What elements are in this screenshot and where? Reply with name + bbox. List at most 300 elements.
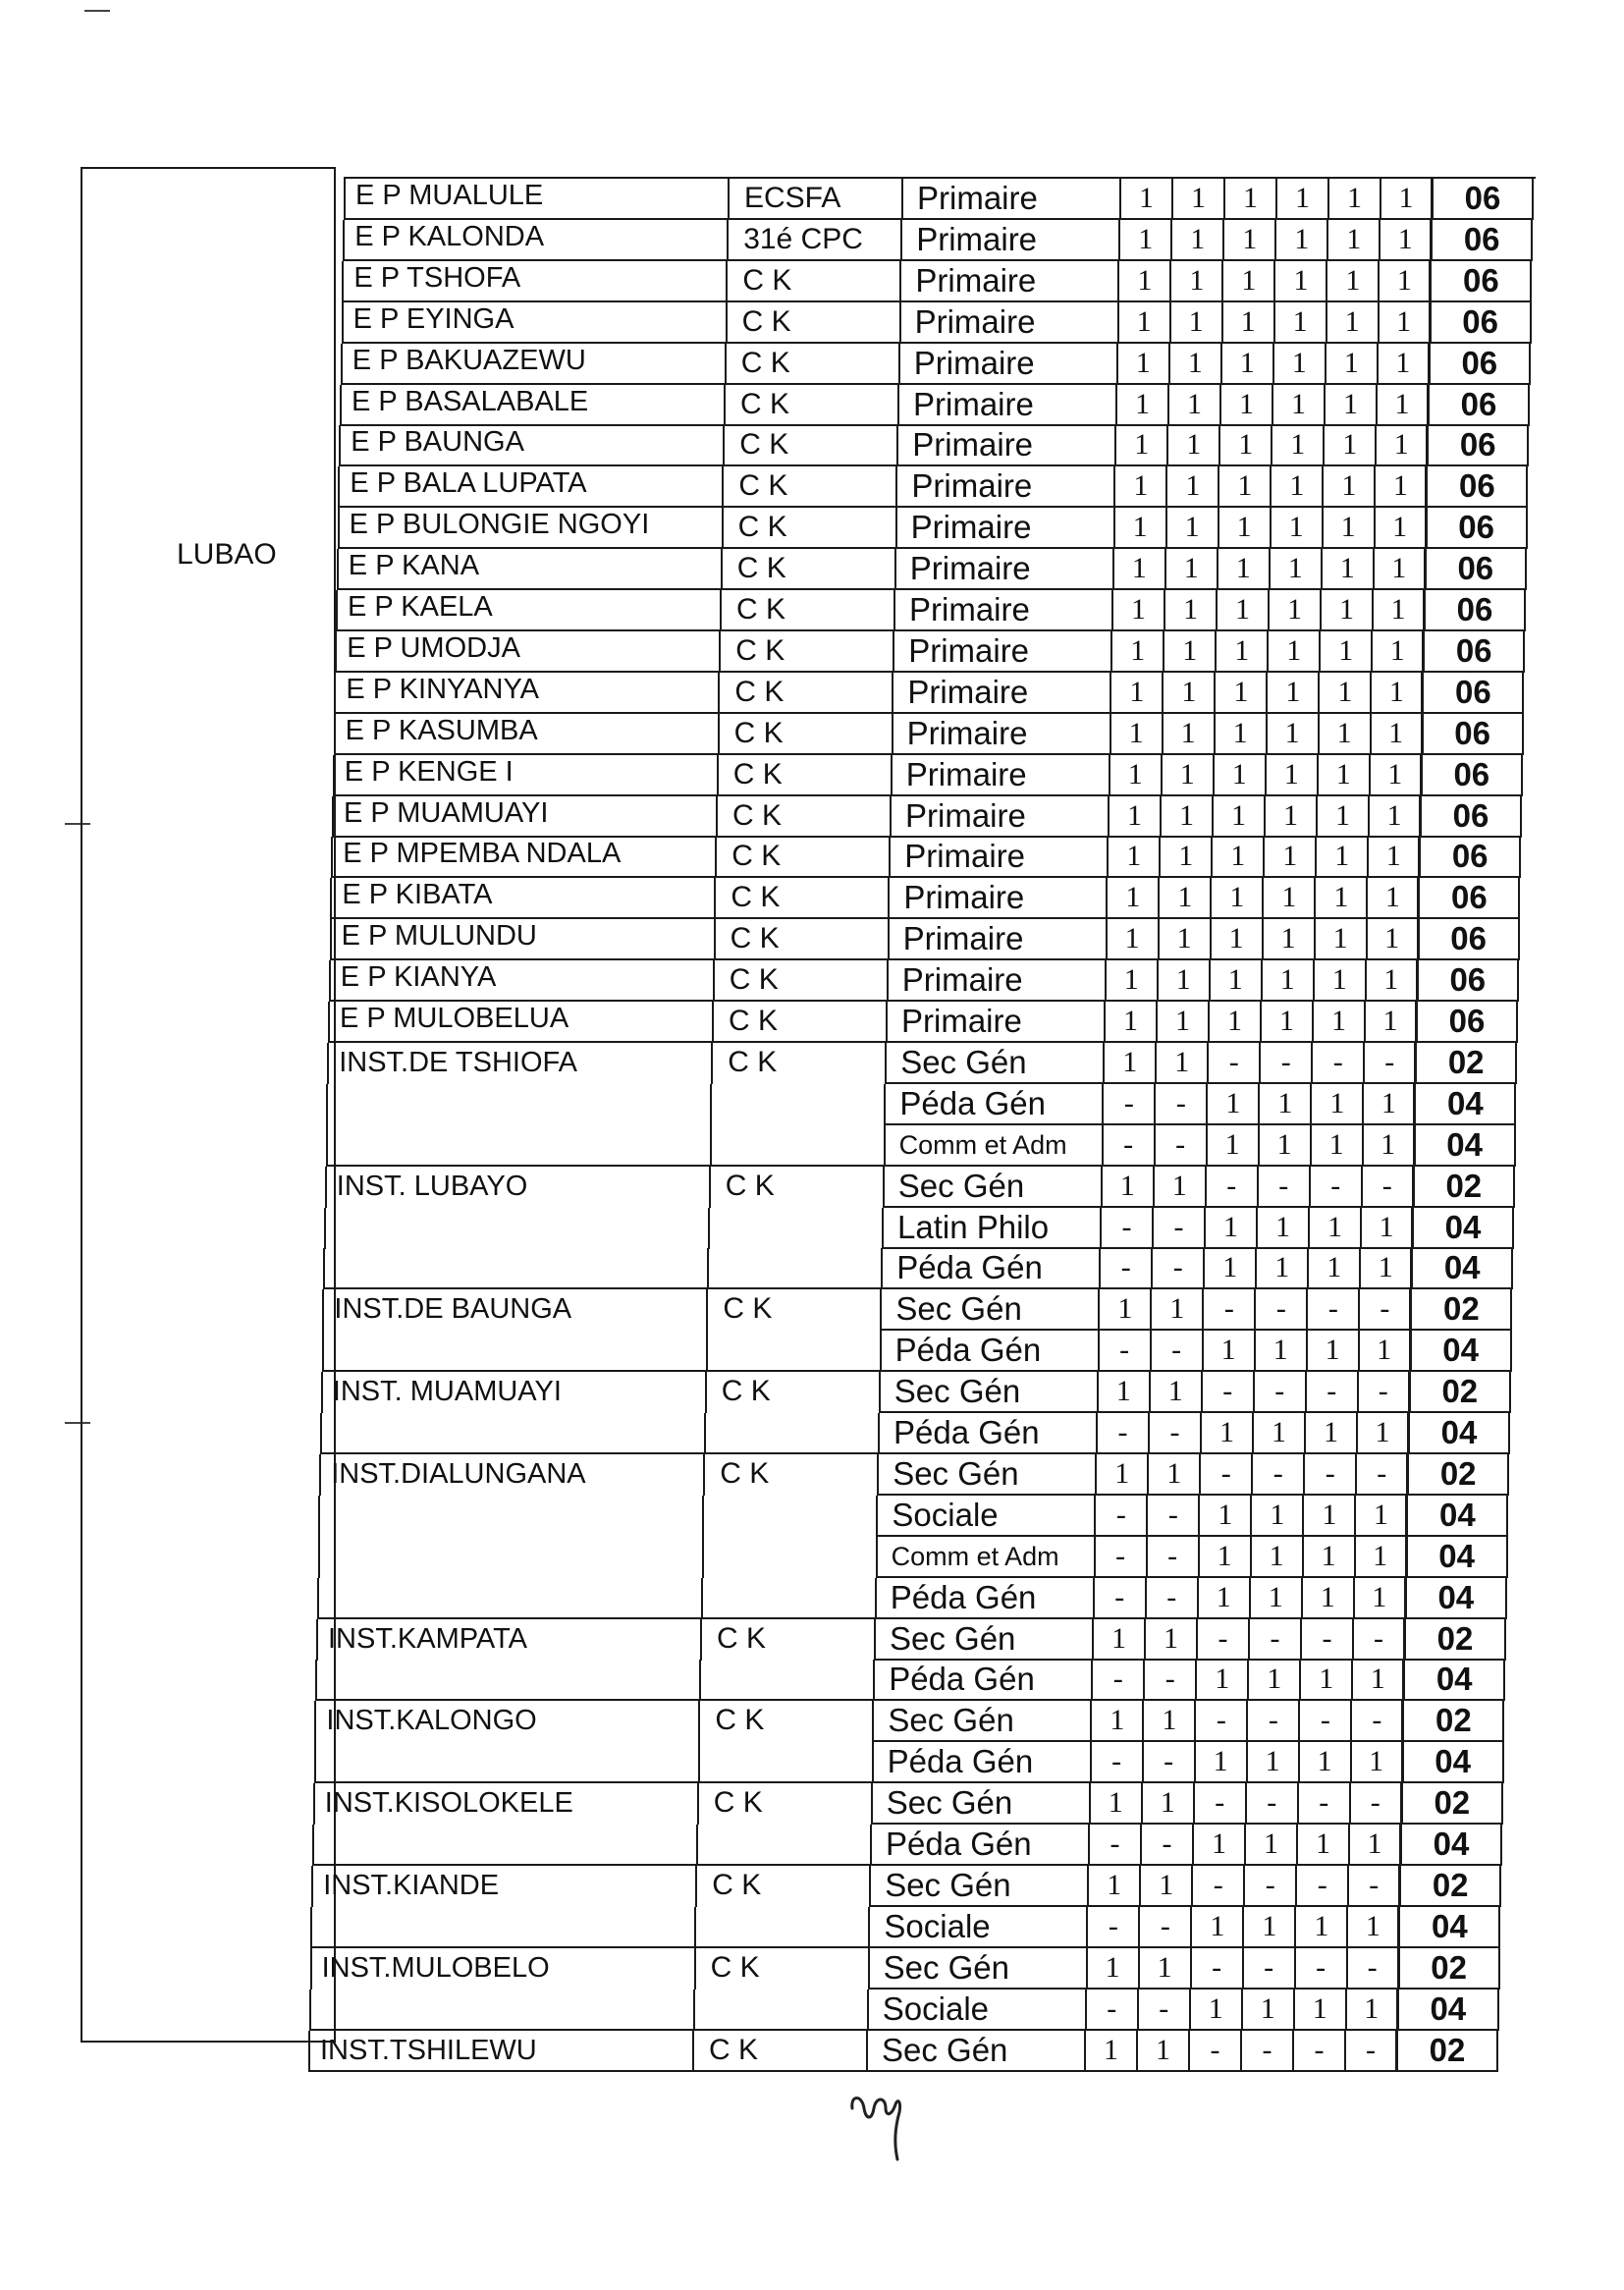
class-count-cell: 1 xyxy=(1196,1742,1248,1783)
class-count-cell: 1 xyxy=(1172,220,1224,261)
class-count-cell: 1 xyxy=(1379,344,1431,385)
class-count-cell: - xyxy=(1090,1825,1142,1866)
total-classes-cell: 06 xyxy=(1428,466,1528,508)
class-count-cell: 1 xyxy=(1158,1002,1210,1043)
class-count-cell: 1 xyxy=(1108,878,1160,919)
sponsor-cell: C K xyxy=(697,1866,871,1907)
class-count-cell: - xyxy=(1357,1454,1409,1496)
table-row xyxy=(318,1496,1510,1537)
table-row xyxy=(318,1537,1510,1578)
class-count-cell: 1 xyxy=(1173,179,1225,220)
sponsor-cell: 31é CPC xyxy=(729,220,902,261)
class-count-cell: 1 xyxy=(1303,1578,1355,1619)
total-classes-cell: 04 xyxy=(1408,1496,1508,1537)
class-count-cell: - xyxy=(1195,1783,1247,1825)
table-row xyxy=(332,796,1524,838)
class-count-cell: 1 xyxy=(1106,1002,1158,1043)
total-classes-cell: 06 xyxy=(1432,261,1532,302)
section-cell: Primaire xyxy=(895,590,1113,631)
table-row xyxy=(327,1043,1519,1084)
sponsor-cell xyxy=(708,1331,882,1372)
class-count-cell: 1 xyxy=(1318,796,1370,838)
class-count-cell: 1 xyxy=(1304,1537,1356,1578)
school-name-cell: E P KIANYA xyxy=(329,960,715,1002)
class-count-cell: 1 xyxy=(1309,1248,1361,1289)
section-cell: Primaire xyxy=(903,179,1121,220)
class-count-cell: 1 xyxy=(1356,1496,1408,1537)
class-count-cell: 1 xyxy=(1143,1783,1195,1825)
class-count-cell: 1 xyxy=(1298,1825,1350,1866)
school-name-cell: E P BAUNGA xyxy=(339,425,725,466)
class-count-cell: 1 xyxy=(1366,1002,1418,1043)
scan-mark xyxy=(84,10,110,12)
class-count-cell: - xyxy=(1247,1783,1299,1825)
class-count-cell: 1 xyxy=(1218,590,1270,631)
section-cell: Latin Philo xyxy=(884,1208,1102,1249)
section-cell: Primaire xyxy=(889,960,1107,1002)
total-classes-cell: 04 xyxy=(1416,1125,1516,1167)
total-classes-cell: 06 xyxy=(1424,714,1524,755)
table-row xyxy=(326,1125,1518,1167)
total-classes-cell: 02 xyxy=(1411,1372,1511,1413)
table-row xyxy=(308,2031,1500,2072)
table-row xyxy=(319,1454,1511,1496)
sponsor-cell: C K xyxy=(694,2031,868,2072)
school-name-cell: E P TSHOFA xyxy=(342,261,728,302)
sponsor-cell xyxy=(696,1907,870,1948)
class-count-cell: - xyxy=(1209,1043,1261,1084)
class-count-cell: 1 xyxy=(1320,714,1372,755)
total-classes-cell: 06 xyxy=(1419,960,1519,1002)
section-cell: Primaire xyxy=(893,673,1111,714)
section-cell: Primaire xyxy=(901,261,1119,302)
class-count-cell: 1 xyxy=(1275,302,1327,344)
class-count-cell: 1 xyxy=(1117,385,1169,426)
class-count-cell: - xyxy=(1307,1372,1359,1413)
class-count-cell: 1 xyxy=(1164,631,1217,673)
class-count-cell: 1 xyxy=(1225,179,1277,220)
class-count-cell: 1 xyxy=(1192,1907,1244,1948)
sponsor-cell: C K xyxy=(702,1619,876,1661)
class-count-cell: 1 xyxy=(1103,1167,1155,1208)
class-count-cell: 1 xyxy=(1215,755,1267,796)
class-count-cell: - xyxy=(1207,1167,1259,1208)
total-classes-cell: 06 xyxy=(1423,755,1523,796)
class-count-cell: 1 xyxy=(1210,1002,1262,1043)
class-count-cell: 1 xyxy=(1367,960,1419,1002)
total-classes-cell: 04 xyxy=(1402,1825,1502,1866)
school-name-cell xyxy=(322,1331,708,1372)
class-count-cell: 1 xyxy=(1086,2031,1138,2072)
class-count-cell: - xyxy=(1196,1701,1248,1742)
class-count-cell: 1 xyxy=(1107,960,1159,1002)
class-count-cell: 1 xyxy=(1322,590,1374,631)
class-count-cell: - xyxy=(1259,1167,1311,1208)
class-count-cell: 1 xyxy=(1243,1990,1295,2031)
handwritten-initials xyxy=(846,2087,915,2165)
section-cell: Péda Gén xyxy=(877,1578,1095,1619)
class-count-cell: - xyxy=(1296,1948,1348,1990)
section-cell: Sociale xyxy=(869,1990,1087,2031)
class-count-cell: 1 xyxy=(1273,385,1326,426)
class-count-cell: - xyxy=(1256,1289,1308,1331)
class-count-cell: - xyxy=(1201,1454,1253,1496)
section-cell: Primaire xyxy=(899,385,1117,426)
class-count-cell: 1 xyxy=(1100,1289,1152,1331)
total-classes-cell: 02 xyxy=(1404,1701,1504,1742)
section-cell: Primaire xyxy=(892,796,1110,838)
class-count-cell: 1 xyxy=(1216,673,1268,714)
class-count-cell: - xyxy=(1087,1990,1139,2031)
class-count-cell: 1 xyxy=(1310,1208,1362,1249)
table-row xyxy=(322,1289,1514,1331)
school-name-cell: E P MULOBELUA xyxy=(328,1002,714,1043)
class-count-cell: 1 xyxy=(1277,179,1329,220)
school-name-cell xyxy=(310,1907,696,1948)
class-count-cell: 1 xyxy=(1165,590,1218,631)
total-classes-cell: 04 xyxy=(1400,1907,1500,1948)
class-count-cell: 1 xyxy=(1260,1125,1312,1167)
class-count-cell: 1 xyxy=(1325,425,1377,466)
class-count-cell: 1 xyxy=(1219,508,1272,549)
class-count-cell: 1 xyxy=(1257,1248,1309,1289)
class-count-cell: 1 xyxy=(1161,837,1213,878)
table-row xyxy=(328,1002,1520,1043)
sponsor-cell xyxy=(700,1742,874,1783)
section-cell: Primaire xyxy=(900,344,1118,385)
class-count-cell: 1 xyxy=(1300,1742,1352,1783)
class-count-cell: - xyxy=(1104,1084,1156,1125)
class-count-cell: 1 xyxy=(1110,796,1162,838)
school-name-cell: E P KAELA xyxy=(336,590,722,631)
class-count-cell: 1 xyxy=(1171,261,1223,302)
class-count-cell: - xyxy=(1253,1454,1305,1496)
class-count-cell: 1 xyxy=(1212,919,1264,960)
table-row xyxy=(315,1660,1507,1701)
sponsor-cell: C K xyxy=(716,878,890,919)
total-classes-cell: 04 xyxy=(1408,1537,1508,1578)
table-row xyxy=(340,385,1532,426)
total-classes-cell: 04 xyxy=(1413,1248,1513,1289)
total-classes-cell: 06 xyxy=(1429,425,1529,466)
class-count-cell: 1 xyxy=(1252,1496,1304,1537)
table-row xyxy=(344,179,1536,220)
section-cell: Sociale xyxy=(878,1496,1096,1537)
class-count-cell: 1 xyxy=(1355,1578,1407,1619)
class-count-cell: - xyxy=(1346,2031,1398,2072)
class-count-cell: - xyxy=(1311,1167,1363,1208)
section-cell: Sec Gén xyxy=(885,1167,1103,1208)
class-count-cell: 1 xyxy=(1264,878,1316,919)
sponsor-cell: C K xyxy=(700,1701,874,1742)
sponsor-cell: C K xyxy=(727,344,900,385)
class-count-cell: - xyxy=(1095,1578,1147,1619)
class-count-cell: 1 xyxy=(1262,1002,1314,1043)
class-count-cell: - xyxy=(1300,1701,1352,1742)
section-cell: Sec Gén xyxy=(876,1619,1094,1661)
class-count-cell: 1 xyxy=(1317,837,1369,878)
class-count-cell: 1 xyxy=(1166,549,1218,590)
total-classes-cell: 02 xyxy=(1400,1948,1500,1990)
sponsor-cell xyxy=(695,1990,869,2031)
class-count-cell: 1 xyxy=(1374,590,1426,631)
class-count-cell: - xyxy=(1255,1372,1307,1413)
class-count-cell: - xyxy=(1204,1289,1256,1331)
class-count-cell: 1 xyxy=(1092,1701,1144,1742)
sponsor-cell: C K xyxy=(724,508,897,549)
class-count-cell: 1 xyxy=(1350,1825,1402,1866)
class-count-cell: 1 xyxy=(1111,673,1164,714)
school-name-cell: INST.KIANDE xyxy=(311,1866,697,1907)
school-name-cell: INST. LUBAYO xyxy=(325,1167,711,1208)
class-count-cell: 1 xyxy=(1206,1208,1258,1249)
class-count-cell: 1 xyxy=(1118,344,1170,385)
class-count-cell: 1 xyxy=(1120,220,1172,261)
class-count-cell: 1 xyxy=(1265,837,1317,878)
class-count-cell: - xyxy=(1261,1043,1313,1084)
table-row xyxy=(322,1331,1514,1372)
section-cell: Primaire xyxy=(897,508,1115,549)
class-count-cell: 1 xyxy=(1119,302,1171,344)
class-count-cell: 1 xyxy=(1246,1825,1298,1866)
sponsor-cell: C K xyxy=(728,261,901,302)
class-count-cell: - xyxy=(1308,1289,1360,1331)
class-count-cell: 1 xyxy=(1216,714,1268,755)
class-count-cell: 1 xyxy=(1260,1084,1312,1125)
total-classes-cell: 06 xyxy=(1420,878,1520,919)
class-count-cell: - xyxy=(1248,1701,1300,1742)
school-name-cell: INST. MUAMUAYI xyxy=(321,1372,707,1413)
class-count-cell: 1 xyxy=(1353,1660,1405,1701)
class-count-cell: - xyxy=(1242,2031,1294,2072)
school-name-cell xyxy=(326,1125,712,1167)
class-count-cell: 1 xyxy=(1138,2031,1190,2072)
class-count-cell: - xyxy=(1144,1742,1196,1783)
class-count-cell: 1 xyxy=(1114,549,1166,590)
class-count-cell: 1 xyxy=(1373,631,1425,673)
class-count-cell: 1 xyxy=(1319,755,1371,796)
class-count-cell: - xyxy=(1360,1289,1412,1331)
sponsor-cell xyxy=(704,1537,878,1578)
class-count-cell: - xyxy=(1351,1783,1403,1825)
table-row xyxy=(320,1413,1512,1454)
total-classes-cell: 06 xyxy=(1426,590,1526,631)
section-cell: Primaire xyxy=(902,220,1120,261)
section-cell: Primaire xyxy=(901,302,1119,344)
class-count-cell: 1 xyxy=(1144,1701,1196,1742)
class-count-cell: - xyxy=(1142,1825,1194,1866)
total-classes-cell: 02 xyxy=(1403,1783,1503,1825)
sponsor-cell xyxy=(710,1208,884,1249)
total-classes-cell: 02 xyxy=(1406,1619,1506,1661)
class-count-cell: 1 xyxy=(1162,796,1214,838)
class-count-cell: - xyxy=(1140,1907,1192,1948)
class-count-cell: - xyxy=(1156,1125,1208,1167)
class-count-cell: - xyxy=(1192,1948,1244,1990)
section-cell: Péda Gén xyxy=(874,1742,1092,1783)
sponsor-cell: C K xyxy=(707,1372,881,1413)
class-count-cell: - xyxy=(1088,1907,1140,1948)
school-name-cell: E P KENGE I xyxy=(333,755,719,796)
class-count-cell: 1 xyxy=(1121,179,1173,220)
sponsor-cell xyxy=(698,1825,872,1866)
table-row xyxy=(326,1084,1518,1125)
table-row xyxy=(338,466,1530,508)
class-count-cell: 1 xyxy=(1223,302,1275,344)
class-count-cell: 1 xyxy=(1312,1125,1364,1167)
table-row xyxy=(338,508,1530,549)
sponsor-cell: C K xyxy=(714,1002,888,1043)
class-count-cell: 1 xyxy=(1115,508,1167,549)
class-count-cell: 1 xyxy=(1276,220,1328,261)
sponsor-cell: C K xyxy=(699,1783,873,1825)
class-count-cell: 1 xyxy=(1213,837,1265,878)
section-cell: Sec Gén xyxy=(887,1043,1105,1084)
table-row xyxy=(342,302,1534,344)
class-count-cell: 1 xyxy=(1171,302,1223,344)
class-count-cell: 1 xyxy=(1152,1289,1204,1331)
class-count-cell: 1 xyxy=(1088,1948,1140,1990)
school-name-cell xyxy=(317,1578,703,1619)
class-count-cell: 1 xyxy=(1321,631,1373,673)
section-cell: Sec Gén xyxy=(882,1289,1100,1331)
school-name-cell: INST.DE BAUNGA xyxy=(322,1289,708,1331)
class-count-cell: 1 xyxy=(1159,960,1211,1002)
section-cell: Péda Gén xyxy=(880,1413,1098,1454)
total-classes-cell: 06 xyxy=(1421,837,1521,878)
class-count-cell: 1 xyxy=(1205,1248,1257,1289)
class-count-cell: 1 xyxy=(1218,549,1271,590)
class-count-cell: 1 xyxy=(1214,796,1266,838)
total-classes-cell: 06 xyxy=(1422,796,1522,838)
class-count-cell: 1 xyxy=(1167,466,1219,508)
section-cell: Primaire xyxy=(890,878,1108,919)
total-classes-cell: 06 xyxy=(1428,508,1528,549)
class-count-cell: 1 xyxy=(1381,179,1434,220)
class-count-cell: 1 xyxy=(1316,919,1368,960)
class-count-cell: 1 xyxy=(1141,1866,1193,1907)
class-count-cell: 1 xyxy=(1140,1948,1192,1990)
section-cell: Sociale xyxy=(870,1907,1088,1948)
table-row xyxy=(314,1701,1506,1742)
table-row xyxy=(312,1825,1504,1866)
school-name-cell xyxy=(326,1084,712,1125)
class-count-cell: 1 xyxy=(1264,919,1316,960)
total-classes-cell: 02 xyxy=(1412,1289,1512,1331)
total-classes-cell: 04 xyxy=(1399,1990,1499,2031)
class-count-cell: 1 xyxy=(1380,220,1433,261)
table-row xyxy=(329,960,1521,1002)
table-row xyxy=(309,1990,1501,2031)
class-count-cell: - xyxy=(1101,1248,1153,1289)
class-count-cell: 1 xyxy=(1200,1496,1252,1537)
section-cell: Primaire xyxy=(890,919,1108,960)
school-name-cell: E P BULONGIE NGOYI xyxy=(338,508,724,549)
school-name-cell: E P KALONDA xyxy=(343,220,729,261)
table-row xyxy=(316,1619,1508,1661)
class-count-cell: - xyxy=(1152,1331,1204,1372)
class-count-cell: 1 xyxy=(1112,631,1164,673)
class-count-cell: 1 xyxy=(1115,466,1167,508)
class-count-cell: 1 xyxy=(1169,385,1221,426)
section-cell: Sec Gén xyxy=(868,2031,1086,2072)
class-count-cell: 1 xyxy=(1308,1331,1360,1372)
class-count-cell: 1 xyxy=(1109,837,1161,878)
class-count-cell: 1 xyxy=(1329,179,1381,220)
class-count-cell: - xyxy=(1244,1948,1296,1990)
class-count-cell: 1 xyxy=(1116,425,1168,466)
class-count-cell: 1 xyxy=(1378,385,1430,426)
class-count-cell: 1 xyxy=(1111,714,1164,755)
class-count-cell: 1 xyxy=(1200,1537,1252,1578)
class-count-cell: - xyxy=(1302,1619,1354,1661)
class-count-cell: 1 xyxy=(1089,1866,1141,1907)
class-count-cell: 1 xyxy=(1097,1454,1149,1496)
class-count-cell: 1 xyxy=(1251,1578,1303,1619)
class-count-cell: 1 xyxy=(1168,425,1220,466)
section-cell: Péda Gén xyxy=(886,1084,1104,1125)
class-count-cell: 1 xyxy=(1256,1331,1308,1372)
class-count-cell: 1 xyxy=(1295,1990,1347,2031)
section-cell: Primaire xyxy=(896,549,1114,590)
school-name-cell: INST.KISOLOKELE xyxy=(313,1783,699,1825)
total-classes-cell: 06 xyxy=(1425,631,1525,673)
class-count-cell: 1 xyxy=(1324,466,1376,508)
total-classes-cell: 06 xyxy=(1427,549,1527,590)
table-row xyxy=(323,1248,1515,1289)
total-classes-cell: 06 xyxy=(1418,1002,1518,1043)
sponsor-cell: C K xyxy=(722,590,895,631)
section-cell: Péda Gén xyxy=(872,1825,1090,1866)
school-name-cell: E P KANA xyxy=(337,549,723,590)
class-count-cell: - xyxy=(1363,1167,1415,1208)
section-cell: Sec Gén xyxy=(874,1701,1092,1742)
table-row xyxy=(337,549,1529,590)
class-count-cell: 1 xyxy=(1151,1372,1203,1413)
class-count-cell: - xyxy=(1348,1948,1400,1990)
class-count-cell: 1 xyxy=(1269,631,1321,673)
class-count-cell: 1 xyxy=(1170,344,1222,385)
table-row xyxy=(310,1907,1502,1948)
class-count-cell: - xyxy=(1294,2031,1346,2072)
class-count-cell: - xyxy=(1148,1537,1200,1578)
total-classes-cell: 06 xyxy=(1432,302,1532,344)
school-name-cell: INST.KALONGO xyxy=(314,1701,700,1742)
table-row xyxy=(334,673,1526,714)
table-row xyxy=(321,1372,1513,1413)
class-count-cell: - xyxy=(1198,1619,1250,1661)
class-count-cell: - xyxy=(1148,1496,1200,1537)
class-count-cell: 1 xyxy=(1099,1372,1151,1413)
class-count-cell: 1 xyxy=(1212,878,1264,919)
sponsor-cell xyxy=(703,1578,877,1619)
school-name-cell: INST.MULOBELO xyxy=(310,1948,696,1990)
sponsor-cell: C K xyxy=(719,755,893,796)
sponsor-cell: C K xyxy=(723,549,896,590)
class-count-cell: 1 xyxy=(1248,1742,1300,1783)
class-count-cell: 1 xyxy=(1160,919,1212,960)
class-count-cell: 1 xyxy=(1155,1167,1207,1208)
class-count-cell: - xyxy=(1093,1660,1145,1701)
school-name-cell: E P MUAMUAYI xyxy=(332,796,718,838)
class-count-cell: - xyxy=(1299,1783,1351,1825)
class-count-cell: - xyxy=(1193,1866,1245,1907)
sponsor-cell: C K xyxy=(720,673,893,714)
section-cell: Primaire xyxy=(891,837,1109,878)
section-cell: Péda Gén xyxy=(882,1331,1100,1372)
section-cell: Sec Gén xyxy=(870,1948,1088,1990)
class-count-cell: - xyxy=(1096,1537,1148,1578)
